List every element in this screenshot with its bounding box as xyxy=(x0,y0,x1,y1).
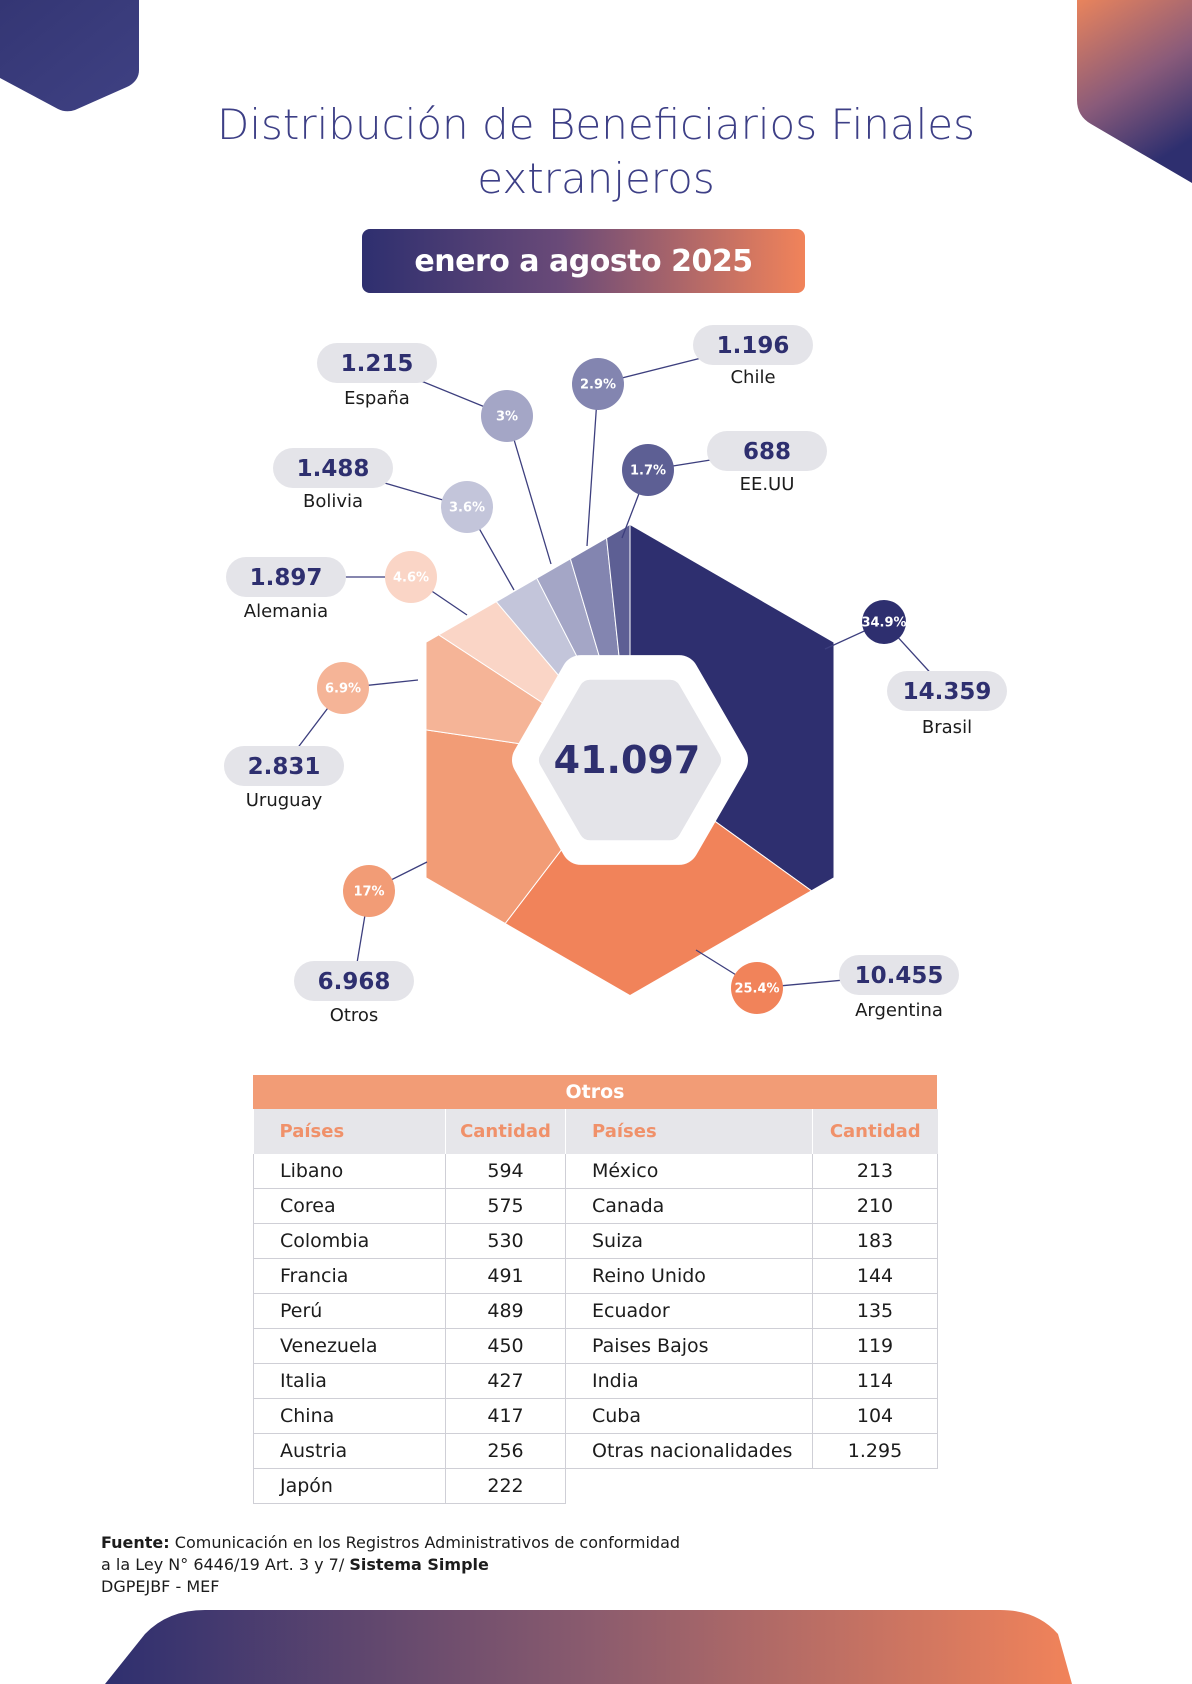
table-cell-country: Canada xyxy=(566,1189,813,1224)
table-cell-country: Suiza xyxy=(566,1224,813,1259)
donut-chart xyxy=(0,300,1192,1045)
value-label-uruguay: 2.831 xyxy=(247,754,321,780)
table-cell-country: India xyxy=(566,1364,813,1399)
table-cell-count: 530 xyxy=(446,1224,566,1259)
page-title xyxy=(0,98,1192,206)
table-cell-country: Corea xyxy=(254,1189,446,1224)
country-label-ee-uu: EE.UU xyxy=(739,474,795,495)
source-line-1: Comunicación en los Registros Administrativos de conformidad xyxy=(174,1533,681,1552)
table-cell-count: 417 xyxy=(446,1399,566,1434)
table-cell-empty xyxy=(813,1469,938,1504)
country-label-uruguay: Uruguay xyxy=(245,790,323,811)
table-cell-count: 1.295 xyxy=(813,1434,938,1469)
header-paises-right: Países xyxy=(566,1109,813,1154)
source-label: Fuente: xyxy=(101,1533,170,1552)
table-row xyxy=(254,1399,938,1434)
table-cell-count: 222 xyxy=(446,1469,566,1504)
total-value: 41.097 xyxy=(553,738,701,782)
pct-label-bolivia: 3.6% xyxy=(448,500,486,516)
table-row xyxy=(254,1329,938,1364)
table-cell-country: Perú xyxy=(254,1294,446,1329)
country-label-argentina: Argentina xyxy=(855,1000,943,1021)
period-badge: enero a agosto 2025 xyxy=(362,229,805,293)
table-row xyxy=(254,1189,938,1224)
table-row xyxy=(254,1469,938,1504)
pct-label-ee-uu: 1.7% xyxy=(629,463,667,479)
table-cell-country: Italia xyxy=(254,1364,446,1399)
table-row xyxy=(254,1294,938,1329)
header-cantidad-right: Cantidad xyxy=(813,1109,938,1154)
source-system: Sistema Simple xyxy=(349,1555,489,1574)
table-cell-country: Austria xyxy=(254,1434,446,1469)
table-cell-count: 114 xyxy=(813,1364,938,1399)
country-label-espana: España xyxy=(344,388,410,409)
table-cell-country: Paises Bajos xyxy=(566,1329,813,1364)
pct-label-espana: 3% xyxy=(495,409,519,425)
source-line-3: DGPEJBF - MEF xyxy=(101,1577,220,1596)
header-paises-left: Países xyxy=(254,1109,446,1154)
table-cell-country: Otras nacionalidades xyxy=(566,1434,813,1469)
pct-label-brasil: 34.9% xyxy=(861,615,907,631)
table-cell-count: 144 xyxy=(813,1259,938,1294)
value-label-bolivia: 1.488 xyxy=(296,456,370,482)
others-table-body xyxy=(254,1154,938,1504)
table-cell-count: 210 xyxy=(813,1189,938,1224)
others-table-header-row xyxy=(254,1109,938,1154)
source-line-2: a la Ley N° 6446/19 Art. 3 y 7/ xyxy=(101,1555,345,1574)
table-cell-country: Francia xyxy=(254,1259,446,1294)
table-cell-country: Venezuela xyxy=(254,1329,446,1364)
value-label-ee-uu: 688 xyxy=(742,439,792,465)
others-table-title: Otros xyxy=(253,1075,937,1109)
table-cell-empty xyxy=(566,1469,813,1504)
table-cell-count: 575 xyxy=(446,1189,566,1224)
country-label-brasil: Brasil xyxy=(921,717,973,738)
country-label-bolivia: Bolivia xyxy=(302,491,364,512)
table-cell-count: 427 xyxy=(446,1364,566,1399)
table-cell-count: 135 xyxy=(813,1294,938,1329)
others-table xyxy=(253,1075,937,1504)
table-cell-country: Reino Unido xyxy=(566,1259,813,1294)
table-cell-count: 491 xyxy=(446,1259,566,1294)
table-cell-count: 594 xyxy=(446,1154,566,1189)
table-cell-count: 489 xyxy=(446,1294,566,1329)
value-label-argentina: 10.455 xyxy=(854,963,944,989)
table-row xyxy=(254,1224,938,1259)
pct-label-alemania: 4.6% xyxy=(392,570,430,586)
table-cell-count: 119 xyxy=(813,1329,938,1364)
table-cell-count: 104 xyxy=(813,1399,938,1434)
table-cell-country: Colombia xyxy=(254,1224,446,1259)
header-cantidad-left: Cantidad xyxy=(446,1109,566,1154)
source-note xyxy=(101,1532,680,1598)
table-cell-country: Japón xyxy=(254,1469,446,1504)
value-label-alemania: 1.897 xyxy=(249,565,323,591)
table-row xyxy=(254,1259,938,1294)
table-cell-count: 183 xyxy=(813,1224,938,1259)
others-table-grid xyxy=(253,1109,938,1504)
country-label-chile: Chile xyxy=(730,367,776,388)
table-cell-country: China xyxy=(254,1399,446,1434)
value-label-brasil: 14.359 xyxy=(902,679,992,705)
pct-label-uruguay: 6.9% xyxy=(324,681,362,697)
table-row xyxy=(254,1154,938,1189)
table-cell-count: 213 xyxy=(813,1154,938,1189)
table-cell-country: Libano xyxy=(254,1154,446,1189)
table-row xyxy=(254,1434,938,1469)
table-cell-count: 450 xyxy=(446,1329,566,1364)
table-cell-country: Cuba xyxy=(566,1399,813,1434)
value-label-otros: 6.968 xyxy=(317,969,391,995)
title-line-1: Distribución de Beneficiarios Finales xyxy=(217,100,975,149)
pct-label-argentina: 25.4% xyxy=(734,981,780,997)
pct-label-chile: 2.9% xyxy=(579,377,617,393)
table-row xyxy=(254,1364,938,1399)
country-label-alemania: Alemania xyxy=(243,601,329,622)
chart-center xyxy=(532,675,728,845)
bottom-decoration-band xyxy=(0,1609,1192,1684)
table-cell-country: México xyxy=(566,1154,813,1189)
country-label-otros: Otros xyxy=(329,1005,379,1026)
table-cell-country: Ecuador xyxy=(566,1294,813,1329)
pct-label-otros: 17% xyxy=(353,884,385,900)
title-line-2: extranjeros xyxy=(477,154,715,203)
table-cell-count: 256 xyxy=(446,1434,566,1469)
value-label-espana: 1.215 xyxy=(340,351,414,377)
value-label-chile: 1.196 xyxy=(716,333,790,359)
